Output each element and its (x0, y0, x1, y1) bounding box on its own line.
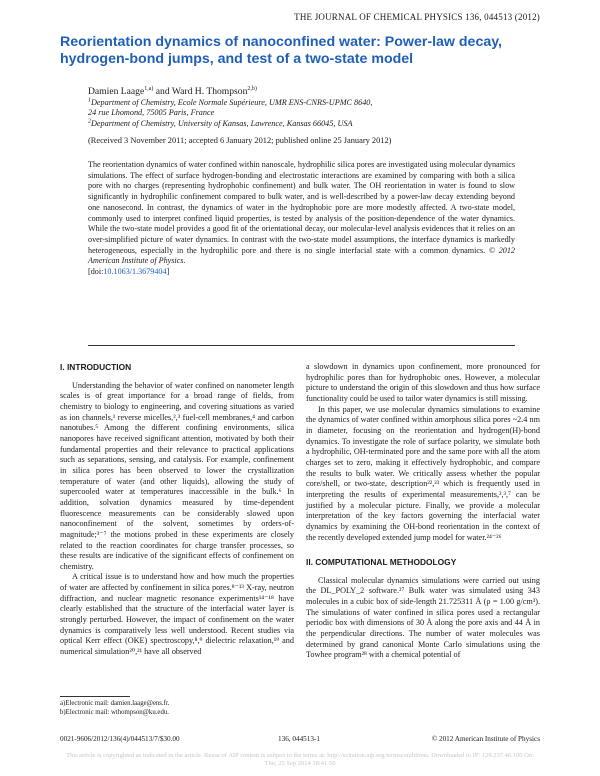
affiliation (88, 98, 372, 118)
author-separator: and (153, 86, 172, 97)
author-affiliation-mark: 1,a) (144, 85, 154, 92)
affiliation-text: Department of Chemistry, University of Kansas, Lawrence, Kansas 66045, USA (91, 119, 353, 128)
abstract-text: The reorientation dynamics of water confined within nanoscale, hydrophilic silica pores are investigated using molecular dynamics simulations. The effect of surface hydrogen-bonding and electrostatic interactions are examined by comparing with both a silica pore with no charges (representing hydrophobic confinement) and bulk water. The OH reorientation in water is found to slow significantly in hydrophilic confinement compared to bulk water, and is well-described by a power-law decay extending beyond one nanosecond. In contrast, the dynamics of water in the hydrophobic pore are more modestly affected. A two-state model, commonly used to interpret confined liquid properties, is tested by analysis of the position-dependence of the water dynamics. While the two-state model provides a good fit of the orientational decay, our molecular-level analysis evidences that it relies on an over-simplified picture of water dynamics. In contrast with the two-state model assumptions, the interface dynamics is markedly heterogeneous, especially in the hydrophilic pore and there is no single interfacial state with a common dynamics. (88, 160, 515, 255)
abstract (88, 160, 515, 278)
article-title: Reorientation dynamics of nanoconfined water: Power-law decay, hydrogen-bond jumps, and test of a two-state model (60, 34, 503, 67)
paragraph: a slowdown in dynamics upon confinement, more pronounced for hydrophilic pores than for hydrophobic ones. However, a molecular picture to understand the origin of this slowdown and thus how surface functionality could be used to tailor water dynamics is still missing. (306, 362, 540, 403)
footnote: b)Electronic mail: wthompson@ku.edu. (60, 708, 169, 716)
doi-bracket: ] (166, 267, 170, 277)
paragraph: A critical issue is to understand how and how much the properties of water are affected by confinement in silica pores.⁸⁻¹³ X-ray, neutron diffraction, and nuclear magnetic resonance experiments¹⁴⁻¹⁸ have clearly established that the structure of the interfacial water layer is strongly perturbed. However, the impact of confinement on the water dynamics is comparatively less well understood. Recent studies via optical Kerr effect (OKE) spectroscopy,⁸,⁹ dielectric relaxation,¹⁹ and numerical simulation²⁰,²¹ have all observed (60, 572, 294, 657)
footer-issn: 0021-9606/2012/136(4)/044513/7/$30.00 (60, 735, 180, 743)
footnote-divider (60, 696, 130, 697)
affiliation (88, 119, 352, 129)
author-name: Damien Laage (88, 86, 145, 97)
section-heading: II. COMPUTATIONAL METHODOLOGY (306, 557, 457, 568)
left-column (60, 362, 294, 658)
section-heading: I. INTRODUCTION (60, 362, 132, 372)
doi-bracket: [doi: (88, 267, 104, 277)
download-watermark: This article is copyrighted as indicated in the article. Reuse of AIP content is subject to the terms at: http://scitation.aip.org/termsconditions. Downloaded to IP: 129.237.46.100 On: Thu, 25 Sep 2014 18:41:50 (66, 752, 534, 767)
author-line (88, 86, 257, 97)
footer-copyright: © 2012 American Institute of Physics (431, 735, 540, 743)
affiliation-text: 24 rue Lhomond, 75005 Paris, France (88, 108, 215, 118)
author-affiliation-mark: 2,b) (247, 85, 257, 92)
paragraph: In this paper, we use molecular dynamics simulations to examine the dynamics of water confined within amorphous silica pores ~2.4 nm in diameter, focusing on the reorientation and hydrogen(H)-bond dynamics. To investigate the role of surface polarity, we simulate both a hydrophilic, OH-terminated pore and the same pore with all the atom charges set to zero, making it effectively hydrophobic, and compare the results to bulk water. We critically assess whether the popular core/shell, or two-state, description²²,²³ which is frequently used in interpreting the results of experimental measurements,²,³,⁷ can be justified by a molecular picture. Finally, we provide a molecular interpretation of the key factors governing the interfacial water dynamics by examining the OH-bond reorientation in the context of the recently developed extended jump model for water.²⁴⁻²⁶ (306, 404, 540, 542)
paragraph: Understanding the behavior of water confined on nanometer length scales is of great importance for a broad range of fields, from chemistry to biology to engineering, and covering situations as varied as ion channels,¹ reverse micelles,²,³ fuel-cell membranes,⁴ and carbon nanotubes.⁵ Among the different confining environments, silica nanopores have received significant attention, motivated by both their fundamental properties and their relevance to practical applications such as separations, sensing, and catalysis. For example, confinement in silica pores has been observed to lower the crystallization temperature of water (and other liquids), allowing the study of supercooled water at temperatures inaccessible in the bulk.⁶ In addition, solvation dynamics measured by time-dependent fluorescence measurements can be considerably slowed upon nanoconfinement of the solvent, sometimes by orders-of-magnitude;³⁻⁷ the motions probed in these experiments are closely related to the reaction coordinates for charge transfer processes, so these results are indicative of the significant effects of confinement on chemistry. (60, 380, 294, 571)
footer-page-number: 136, 044513-1 (278, 735, 320, 743)
affiliation-text: Department of Chemistry, Ecole Normale Supérieure, UMR ENS-CNRS-UPMC 8640, (91, 98, 373, 107)
footnote: a)Electronic mail: damien.laage@ens.fr. (60, 700, 170, 707)
footnotes (60, 700, 294, 717)
running-head: THE JOURNAL OF CHEMICAL PHYSICS 136, 044513 (2012) (294, 12, 540, 22)
affiliation-mark: 1 (88, 97, 91, 104)
received-dates: (Received 3 November 2011; accepted 6 January 2012; published online 25 January 2012) (88, 136, 392, 145)
author-name: Ward H. Thompson (171, 86, 248, 97)
abstract-divider (88, 345, 515, 346)
doi-link[interactable]: 10.1063/1.3679404 (103, 267, 167, 277)
paragraph: Classical molecular dynamics simulations were carried out using the DL_POLY_2 software.²⁷ Bulk water was simulated using 343 molecules in a cubic box of side-length 21.725311 Å (ρ = 1.00 g/cm³). The simulations of water confined in silica pores used a rectangular periodic box with dimensions of 30 Å along the pore axis and 44 Å in the perpendicular directions. The number of water molecules was determined by grand canonical Monte Carlo simulations using the Towhee program²⁸ with a chemical potential of (306, 575, 540, 660)
affiliation-mark: 2 (88, 118, 91, 125)
abstract-copyright: © 2012 American Institute of Physics. (88, 245, 515, 266)
right-column (306, 362, 540, 661)
